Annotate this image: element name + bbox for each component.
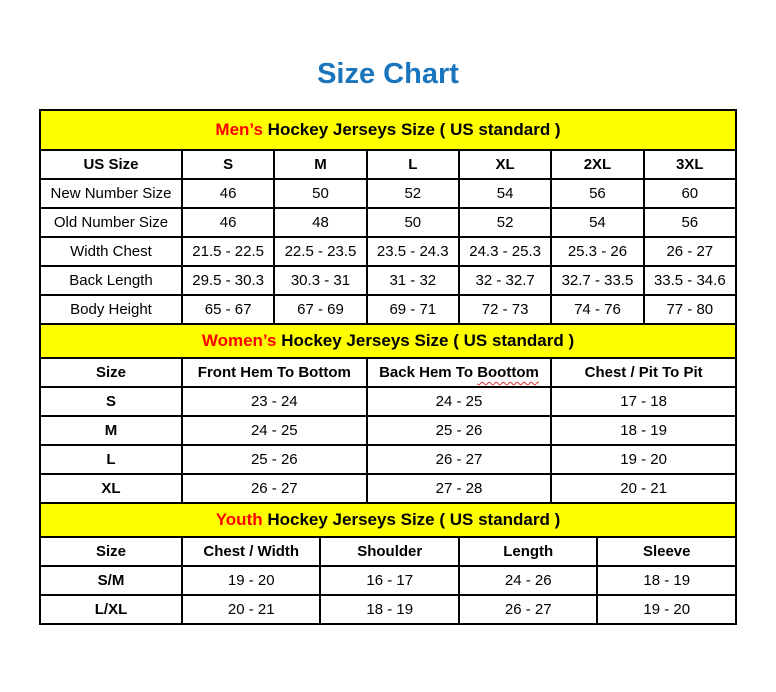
youth-size-table: [39, 536, 737, 625]
table-row: [40, 266, 736, 295]
table-row: [40, 295, 736, 324]
column-header-text: Back Hem To: [379, 364, 474, 381]
section-band-text-mens: Hockey Jerseys Size ( US standard ): [262, 120, 561, 139]
size-chart-tables: [39, 109, 737, 625]
table-cell: 56: [644, 208, 736, 237]
column-header: Front Hem To Bottom: [182, 358, 367, 387]
table-cell: 46: [182, 179, 274, 208]
table-cell: 60: [644, 179, 736, 208]
page-title: Size Chart: [317, 58, 459, 90]
column-header: XL: [459, 150, 551, 179]
column-header: Sleeve: [597, 537, 736, 566]
table-cell: 31 - 32: [367, 266, 459, 295]
table-header-row: [40, 537, 736, 566]
table-cell: 77 - 80: [644, 295, 736, 324]
row-label: Width Chest: [40, 237, 182, 266]
table-cell: 72 - 73: [459, 295, 551, 324]
table-cell: 18 - 19: [597, 566, 736, 595]
column-header: Chest / Pit To Pit: [551, 358, 736, 387]
section-band-mens: [39, 109, 737, 151]
table-cell: 19 - 20: [182, 566, 321, 595]
table-row: [40, 179, 736, 208]
row-label: L/XL: [40, 595, 182, 624]
table-cell: 25 - 26: [367, 416, 552, 445]
column-header: US Size: [40, 150, 182, 179]
table-row: [40, 474, 736, 503]
row-label: Body Height: [40, 295, 182, 324]
table-cell: 20 - 21: [551, 474, 736, 503]
column-header: Size: [40, 358, 182, 387]
row-label: L: [40, 445, 182, 474]
section-band-accent-youth: Youth: [215, 510, 263, 529]
table-cell: 26 - 27: [182, 474, 367, 503]
section-band-text-youth: Hockey Jerseys Size ( US standard ): [262, 510, 561, 529]
table-cell: 52: [367, 179, 459, 208]
table-header-row: [40, 358, 736, 387]
womens-size-table: [39, 357, 737, 504]
column-header: Length: [459, 537, 598, 566]
misspelled-word: Boottom: [477, 364, 539, 381]
table-cell: 26 - 27: [459, 595, 598, 624]
row-label: S: [40, 387, 182, 416]
column-header: 2XL: [551, 150, 643, 179]
table-cell: 54: [551, 208, 643, 237]
column-header: Shoulder: [320, 537, 459, 566]
table-cell: 27 - 28: [367, 474, 552, 503]
table-cell: 48: [274, 208, 366, 237]
table-cell: 23 - 24: [182, 387, 367, 416]
column-header: Chest / Width: [182, 537, 321, 566]
table-cell: 20 - 21: [182, 595, 321, 624]
column-header: M: [274, 150, 366, 179]
table-cell: 25.3 - 26: [551, 237, 643, 266]
table-cell: 17 - 18: [551, 387, 736, 416]
table-cell: 25 - 26: [182, 445, 367, 474]
row-label: XL: [40, 474, 182, 503]
table-cell: 69 - 71: [367, 295, 459, 324]
table-row: [40, 566, 736, 595]
mens-size-table: [39, 149, 737, 325]
table-cell: 32.7 - 33.5: [551, 266, 643, 295]
section-band-accent-womens: Women’s: [201, 331, 277, 350]
row-label: M: [40, 416, 182, 445]
table-cell: 19 - 20: [551, 445, 736, 474]
table-row: [40, 416, 736, 445]
table-cell: 22.5 - 23.5: [274, 237, 366, 266]
table-cell: 33.5 - 34.6: [644, 266, 736, 295]
table-cell: 19 - 20: [597, 595, 736, 624]
table-cell: 32 - 32.7: [459, 266, 551, 295]
column-header: [367, 358, 552, 387]
table-cell: 52: [459, 208, 551, 237]
table-cell: 26 - 27: [644, 237, 736, 266]
column-header: Size: [40, 537, 182, 566]
table-cell: 50: [367, 208, 459, 237]
column-header: L: [367, 150, 459, 179]
table-cell: 29.5 - 30.3: [182, 266, 274, 295]
table-cell: 24 - 25: [367, 387, 552, 416]
table-row: [40, 208, 736, 237]
table-row: [40, 445, 736, 474]
table-cell: 16 - 17: [320, 566, 459, 595]
row-label: Old Number Size: [40, 208, 182, 237]
table-cell: 56: [551, 179, 643, 208]
row-label: Back Length: [40, 266, 182, 295]
table-header-row: [40, 150, 736, 179]
table-cell: 23.5 - 24.3: [367, 237, 459, 266]
section-band-text-womens: Hockey Jerseys Size ( US standard ): [276, 331, 575, 350]
table-cell: 21.5 - 22.5: [182, 237, 274, 266]
table-cell: 50: [274, 179, 366, 208]
table-cell: 24 - 26: [459, 566, 598, 595]
table-cell: 24.3 - 25.3: [459, 237, 551, 266]
table-cell: 65 - 67: [182, 295, 274, 324]
section-band-accent-mens: Men’s: [215, 120, 263, 139]
column-header: S: [182, 150, 274, 179]
table-cell: 74 - 76: [551, 295, 643, 324]
table-cell: 30.3 - 31: [274, 266, 366, 295]
section-band-youth: [39, 502, 737, 538]
table-cell: 26 - 27: [367, 445, 552, 474]
table-row: [40, 595, 736, 624]
table-cell: 18 - 19: [320, 595, 459, 624]
table-row: [40, 237, 736, 266]
table-cell: 46: [182, 208, 274, 237]
table-cell: 24 - 25: [182, 416, 367, 445]
row-label: S/M: [40, 566, 182, 595]
table-cell: 67 - 69: [274, 295, 366, 324]
section-band-womens: [39, 323, 737, 359]
table-cell: 54: [459, 179, 551, 208]
table-cell: 18 - 19: [551, 416, 736, 445]
table-row: [40, 387, 736, 416]
column-header: 3XL: [644, 150, 736, 179]
row-label: New Number Size: [40, 179, 182, 208]
